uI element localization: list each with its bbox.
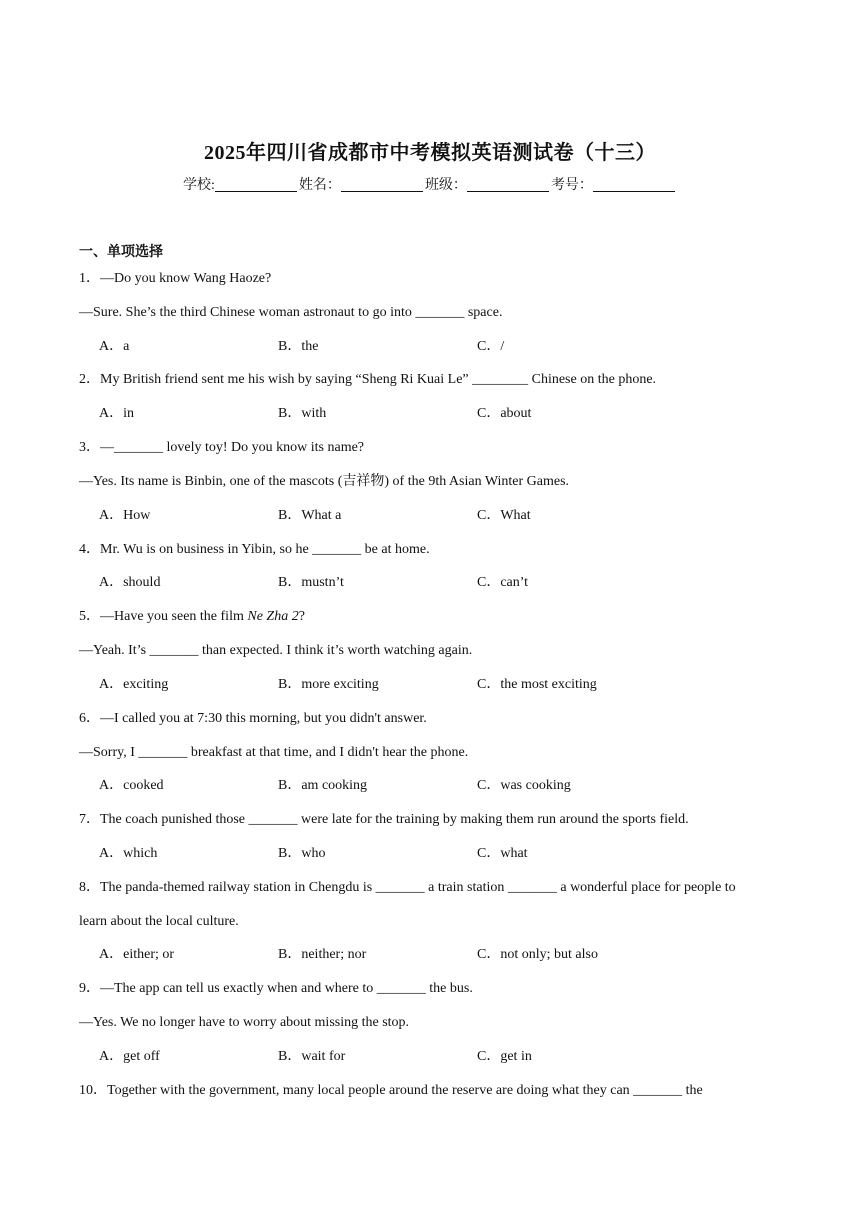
- q4-option-b[interactable]: B．mustn’t: [278, 575, 344, 590]
- q8-line-1: 8．The panda-themed railway station in Chengdu is _______ a train station _______ a wonderful place for people to: [79, 880, 736, 895]
- class-label: 班级：: [424, 178, 467, 193]
- q8-option-b[interactable]: B．neither; nor: [278, 947, 367, 962]
- q7-option-a[interactable]: A．which: [99, 846, 158, 861]
- q9-line-1: 9．—The app can tell us exactly when and where to _______ the bus.: [79, 981, 473, 996]
- number-blank[interactable]: [593, 177, 675, 192]
- number-label: 考号：: [550, 178, 593, 193]
- name-blank[interactable]: [341, 177, 423, 192]
- name-label: 姓名：: [298, 178, 341, 193]
- q3-option-a[interactable]: A．How: [99, 508, 151, 523]
- q1-option-b[interactable]: B．the: [278, 339, 319, 354]
- q8-line-2: learn about the local culture.: [79, 914, 239, 929]
- q9-option-c[interactable]: C．get in: [477, 1049, 532, 1064]
- q2-option-a[interactable]: A．in: [99, 406, 134, 421]
- q8-option-c[interactable]: C．not only; but also: [477, 947, 598, 962]
- page-title: 2025年四川省成都市中考模拟英语测试卷（十三）: [204, 142, 656, 164]
- q5-line-1-text: 5．—Have you seen the film: [79, 609, 248, 624]
- q3-line-1: 3．—_______ lovely toy! Do you know its name?: [79, 440, 365, 455]
- q9-option-b[interactable]: B．wait for: [278, 1049, 346, 1064]
- q3-line-2: —Yes. Its name is Binbin, one of the mascots (吉祥物) of the 9th Asian Winter Games.: [79, 474, 570, 489]
- q5-option-a[interactable]: A．exciting: [99, 677, 169, 692]
- q6-line-2: —Sorry, I _______ breakfast at that time, and I didn't hear the phone.: [79, 745, 469, 760]
- q10-line-1: 10．Together with the government, many local people around the reserve are doing what they can _______ the: [79, 1083, 703, 1098]
- q5-option-c[interactable]: C．the most exciting: [477, 677, 597, 692]
- class-blank[interactable]: [467, 177, 549, 192]
- q5-option-b[interactable]: B．more exciting: [278, 677, 379, 692]
- q6-option-a[interactable]: A．cooked: [99, 778, 164, 793]
- q8-option-a[interactable]: A．either; or: [99, 947, 175, 962]
- q5-line-1: [79, 608, 305, 626]
- school-label: 学校:: [183, 178, 215, 193]
- q7-line-1: 7．The coach punished those _______ were late for the training by making them run around the sports field.: [79, 812, 689, 827]
- q1-line-1: 1．—Do you know Wang Haoze?: [79, 271, 272, 286]
- q3-option-c[interactable]: C．What: [477, 508, 531, 523]
- q1-option-a[interactable]: A．a: [99, 339, 130, 354]
- q7-option-b[interactable]: B．who: [278, 846, 326, 861]
- q5-film-title: Ne Zha 2: [247, 609, 299, 624]
- q1-option-c[interactable]: C．/: [477, 339, 505, 354]
- section-heading: 一、单项选择: [79, 245, 163, 260]
- q6-line-1: 6．—I called you at 7:30 this morning, but you didn't answer.: [79, 711, 427, 726]
- q9-line-2: —Yes. We no longer have to worry about missing the stop.: [79, 1015, 410, 1030]
- q9-option-a[interactable]: A．get off: [99, 1049, 160, 1064]
- student-info-row: [0, 174, 860, 194]
- q2-option-b[interactable]: B．with: [278, 406, 327, 421]
- q6-option-c[interactable]: C．was cooking: [477, 778, 571, 793]
- q2-line-1: 2．My British friend sent me his wish by saying “Sheng Ri Kuai Le” ________ Chinese on the phone.: [79, 372, 657, 387]
- q4-line-1: 4．Mr. Wu is on business in Yibin, so he _______ be at home.: [79, 542, 430, 557]
- q4-option-c[interactable]: C．can’t: [477, 575, 529, 590]
- q4-option-a[interactable]: A．should: [99, 575, 161, 590]
- q3-option-b[interactable]: B．What a: [278, 508, 342, 523]
- q6-option-b[interactable]: B．am cooking: [278, 778, 368, 793]
- q2-option-c[interactable]: C．about: [477, 406, 532, 421]
- school-blank[interactable]: [215, 177, 297, 192]
- q7-option-c[interactable]: C．what: [477, 846, 528, 861]
- q5-line-1-end: ?: [298, 609, 305, 624]
- q1-line-2: —Sure. She’s the third Chinese woman astronaut to go into _______ space.: [79, 305, 503, 320]
- q5-line-2: —Yeah. It’s _______ than expected. I think it’s worth watching again.: [79, 643, 473, 658]
